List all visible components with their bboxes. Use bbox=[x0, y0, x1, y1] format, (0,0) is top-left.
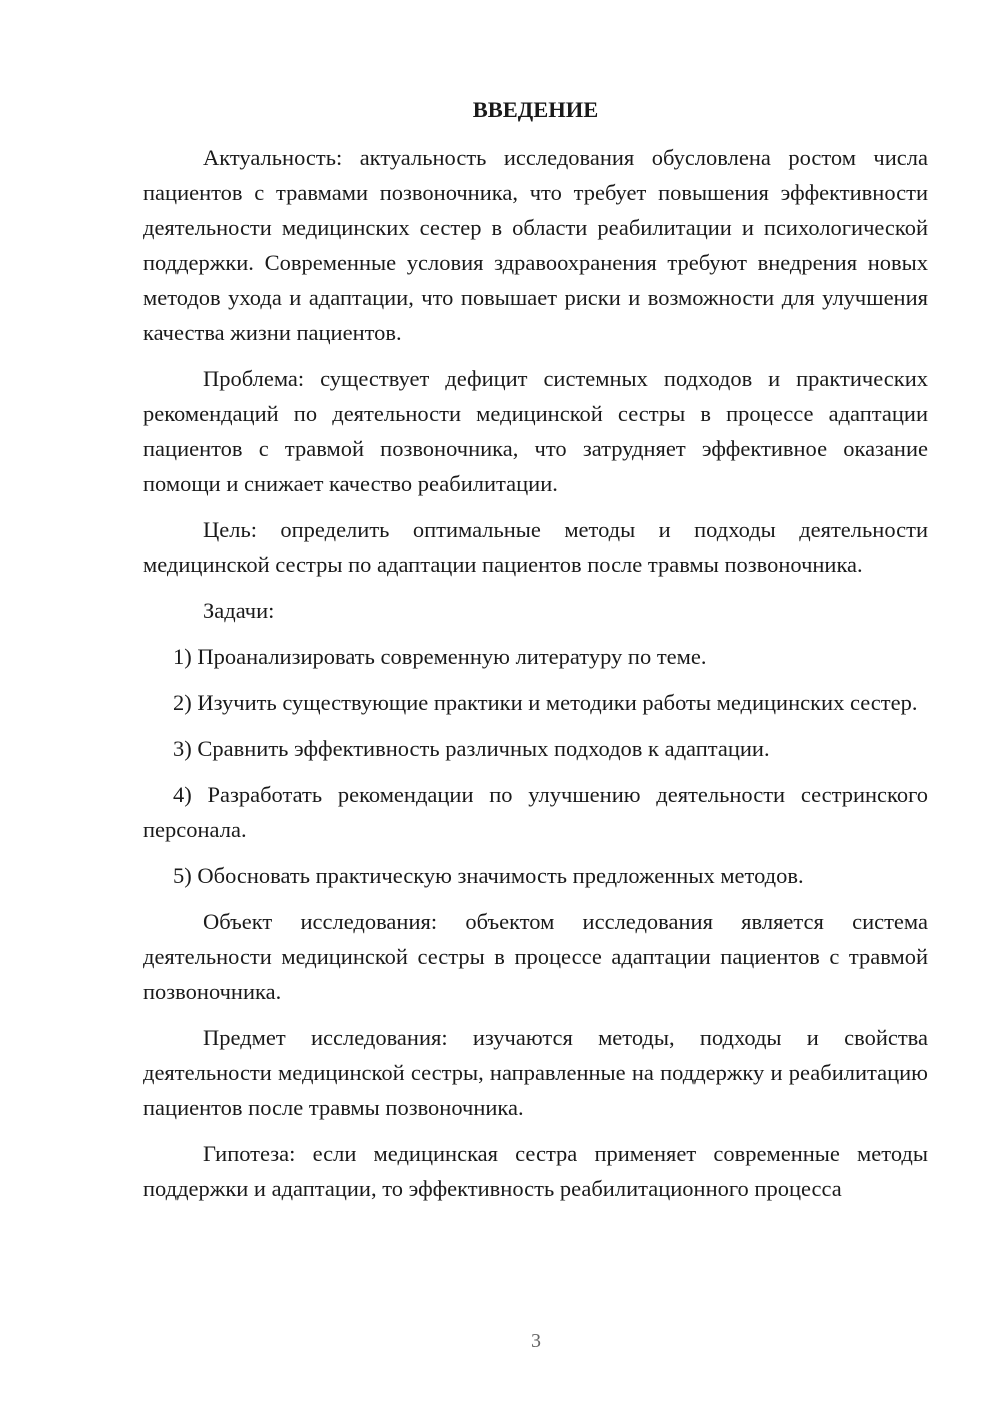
task-item: 5) Обосновать практическую значимость предложенных методов. bbox=[173, 863, 804, 888]
page-number: 3 bbox=[531, 1330, 541, 1352]
relevance-paragraph: Актуальность: актуальность исследования обусловлена ростом числа пациентов с травмами позвоночника, что требует повышения эффективности деятельности медицинских сестер в области реабилитации и психологической поддержки. Современные условия здравоохранения требуют внедрения новых методов ухода и адаптации, что повышает риски и возможности для улучшения качества жизни пациентов. bbox=[143, 145, 928, 345]
object-paragraph: Объект исследования: объектом исследования является система деятельности медицинской сестры в процессе адаптации пациентов с травмой позвоночника. bbox=[143, 909, 928, 1004]
problem-paragraph: Проблема: существует дефицит системных подходов и практических рекомендаций по деятельности медицинской сестры в процессе адаптации пациентов с травмой позвоночника, что затрудняет эффективное оказание помощи и снижает качество реабилитации. bbox=[143, 366, 928, 496]
task-item: 4) Разработать рекомендации по улучшению деятельности сестринского персонала. bbox=[143, 782, 928, 842]
page-content bbox=[143, 92, 928, 1217]
task-item: 3) Сравнить эффективность различных подходов к адаптации. bbox=[173, 736, 770, 761]
goal-paragraph: Цель: определить оптимальные методы и подходы деятельности медицинской сестры по адаптации пациентов после травмы позвоночника. bbox=[143, 517, 928, 577]
hypothesis-paragraph: Гипотеза: если медицинская сестра применяет современные методы поддержки и адаптации, то эффективность реабилитационного процесса bbox=[143, 1141, 928, 1201]
tasks-heading: Задачи: bbox=[203, 598, 275, 623]
section-title: ВВЕДЕНИЕ bbox=[472, 97, 599, 122]
subject-paragraph: Предмет исследования: изучаются методы, подходы и свойства деятельности медицинской сестры, направленные на поддержку и реабилитацию пациентов после травмы позвоночника. bbox=[143, 1025, 928, 1120]
task-item: 2) Изучить существующие практики и методики работы медицинских сестер. bbox=[173, 690, 918, 715]
task-item: 1) Проанализировать современную литературу по теме. bbox=[173, 644, 707, 669]
